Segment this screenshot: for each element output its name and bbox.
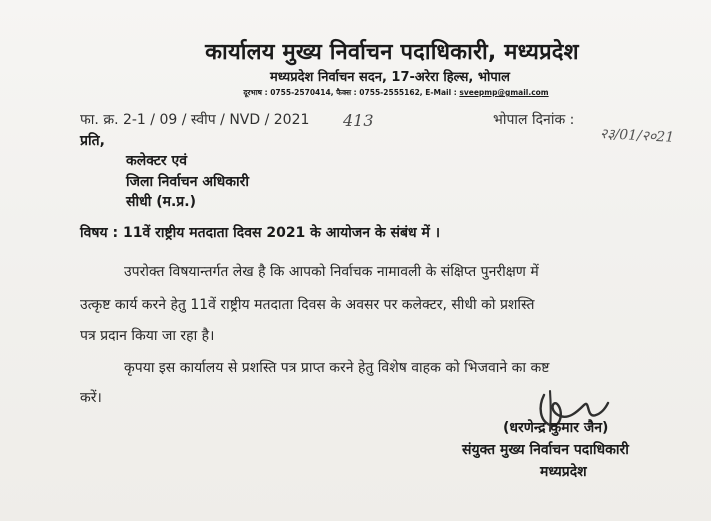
signatory-designation: संयुक्त मुख्य निर्वाचन पदाधिकारी xyxy=(462,442,629,458)
recipient-line-1: कलेक्टर एवं xyxy=(126,153,188,169)
handwritten-dispatch-number: 413 xyxy=(343,111,374,130)
paragraph-1-line-1: उपरोक्त विषयान्तर्गत लेख है कि आपको निर्वाचक नामावली के संक्षिप्त पुनरीक्षण में xyxy=(124,264,539,280)
recipient-line-3: सीधी (म.प्र.) xyxy=(126,194,196,210)
email-link[interactable]: sveepmp@gmail.com xyxy=(459,88,549,97)
paragraph-1-line-2: उत्कृष्ट कार्य करने हेतु 11वें राष्ट्रीय मतदाता दिवस के अवसर पर कलेक्टर, सीधी को प्रशस्ति xyxy=(80,297,535,313)
contact-details: दूरभाष : 0755-2570414, फैक्स : 0755-2555162, E-Mail : xyxy=(243,88,460,97)
date-label: भोपाल दिनांक : xyxy=(493,112,575,128)
recipient-line-2: जिला निर्वाचन अधिकारी xyxy=(126,174,250,190)
paragraph-1-line-3: पत्र प्रदान किया जा रहा है। xyxy=(80,328,215,344)
office-title: कार्यालय मुख्य निर्वाचन पदाधिकारी, मध्यप्रदेश xyxy=(205,40,579,65)
signatory-name: (धरणेन्द्र कुमार जैन) xyxy=(503,420,609,436)
file-reference-number: फा. क्र. 2-1 / 09 / स्वीप / NVD / 2021 xyxy=(80,112,310,128)
paragraph-2-line-1: कृपया इस कार्यालय से प्रशस्ति पत्र प्राप्त करने हेतु विशेष वाहक को भिजवाने का कष्ट xyxy=(124,360,550,376)
salutation: प्रति, xyxy=(80,133,105,149)
handwritten-date: २३/01/२०21 xyxy=(599,126,675,146)
subject-line: विषय : 11वें राष्ट्रीय मतदाता दिवस 2021 के आयोजन के संबंध में । xyxy=(80,225,441,241)
signatory-state: मध्यप्रदेश xyxy=(540,464,587,480)
paragraph-2-line-2: करें। xyxy=(80,390,102,406)
office-address: मध्यप्रदेश निर्वाचन सदन, 17-अरेरा हिल्स, भोपाल xyxy=(270,70,510,85)
office-contact xyxy=(206,88,586,98)
